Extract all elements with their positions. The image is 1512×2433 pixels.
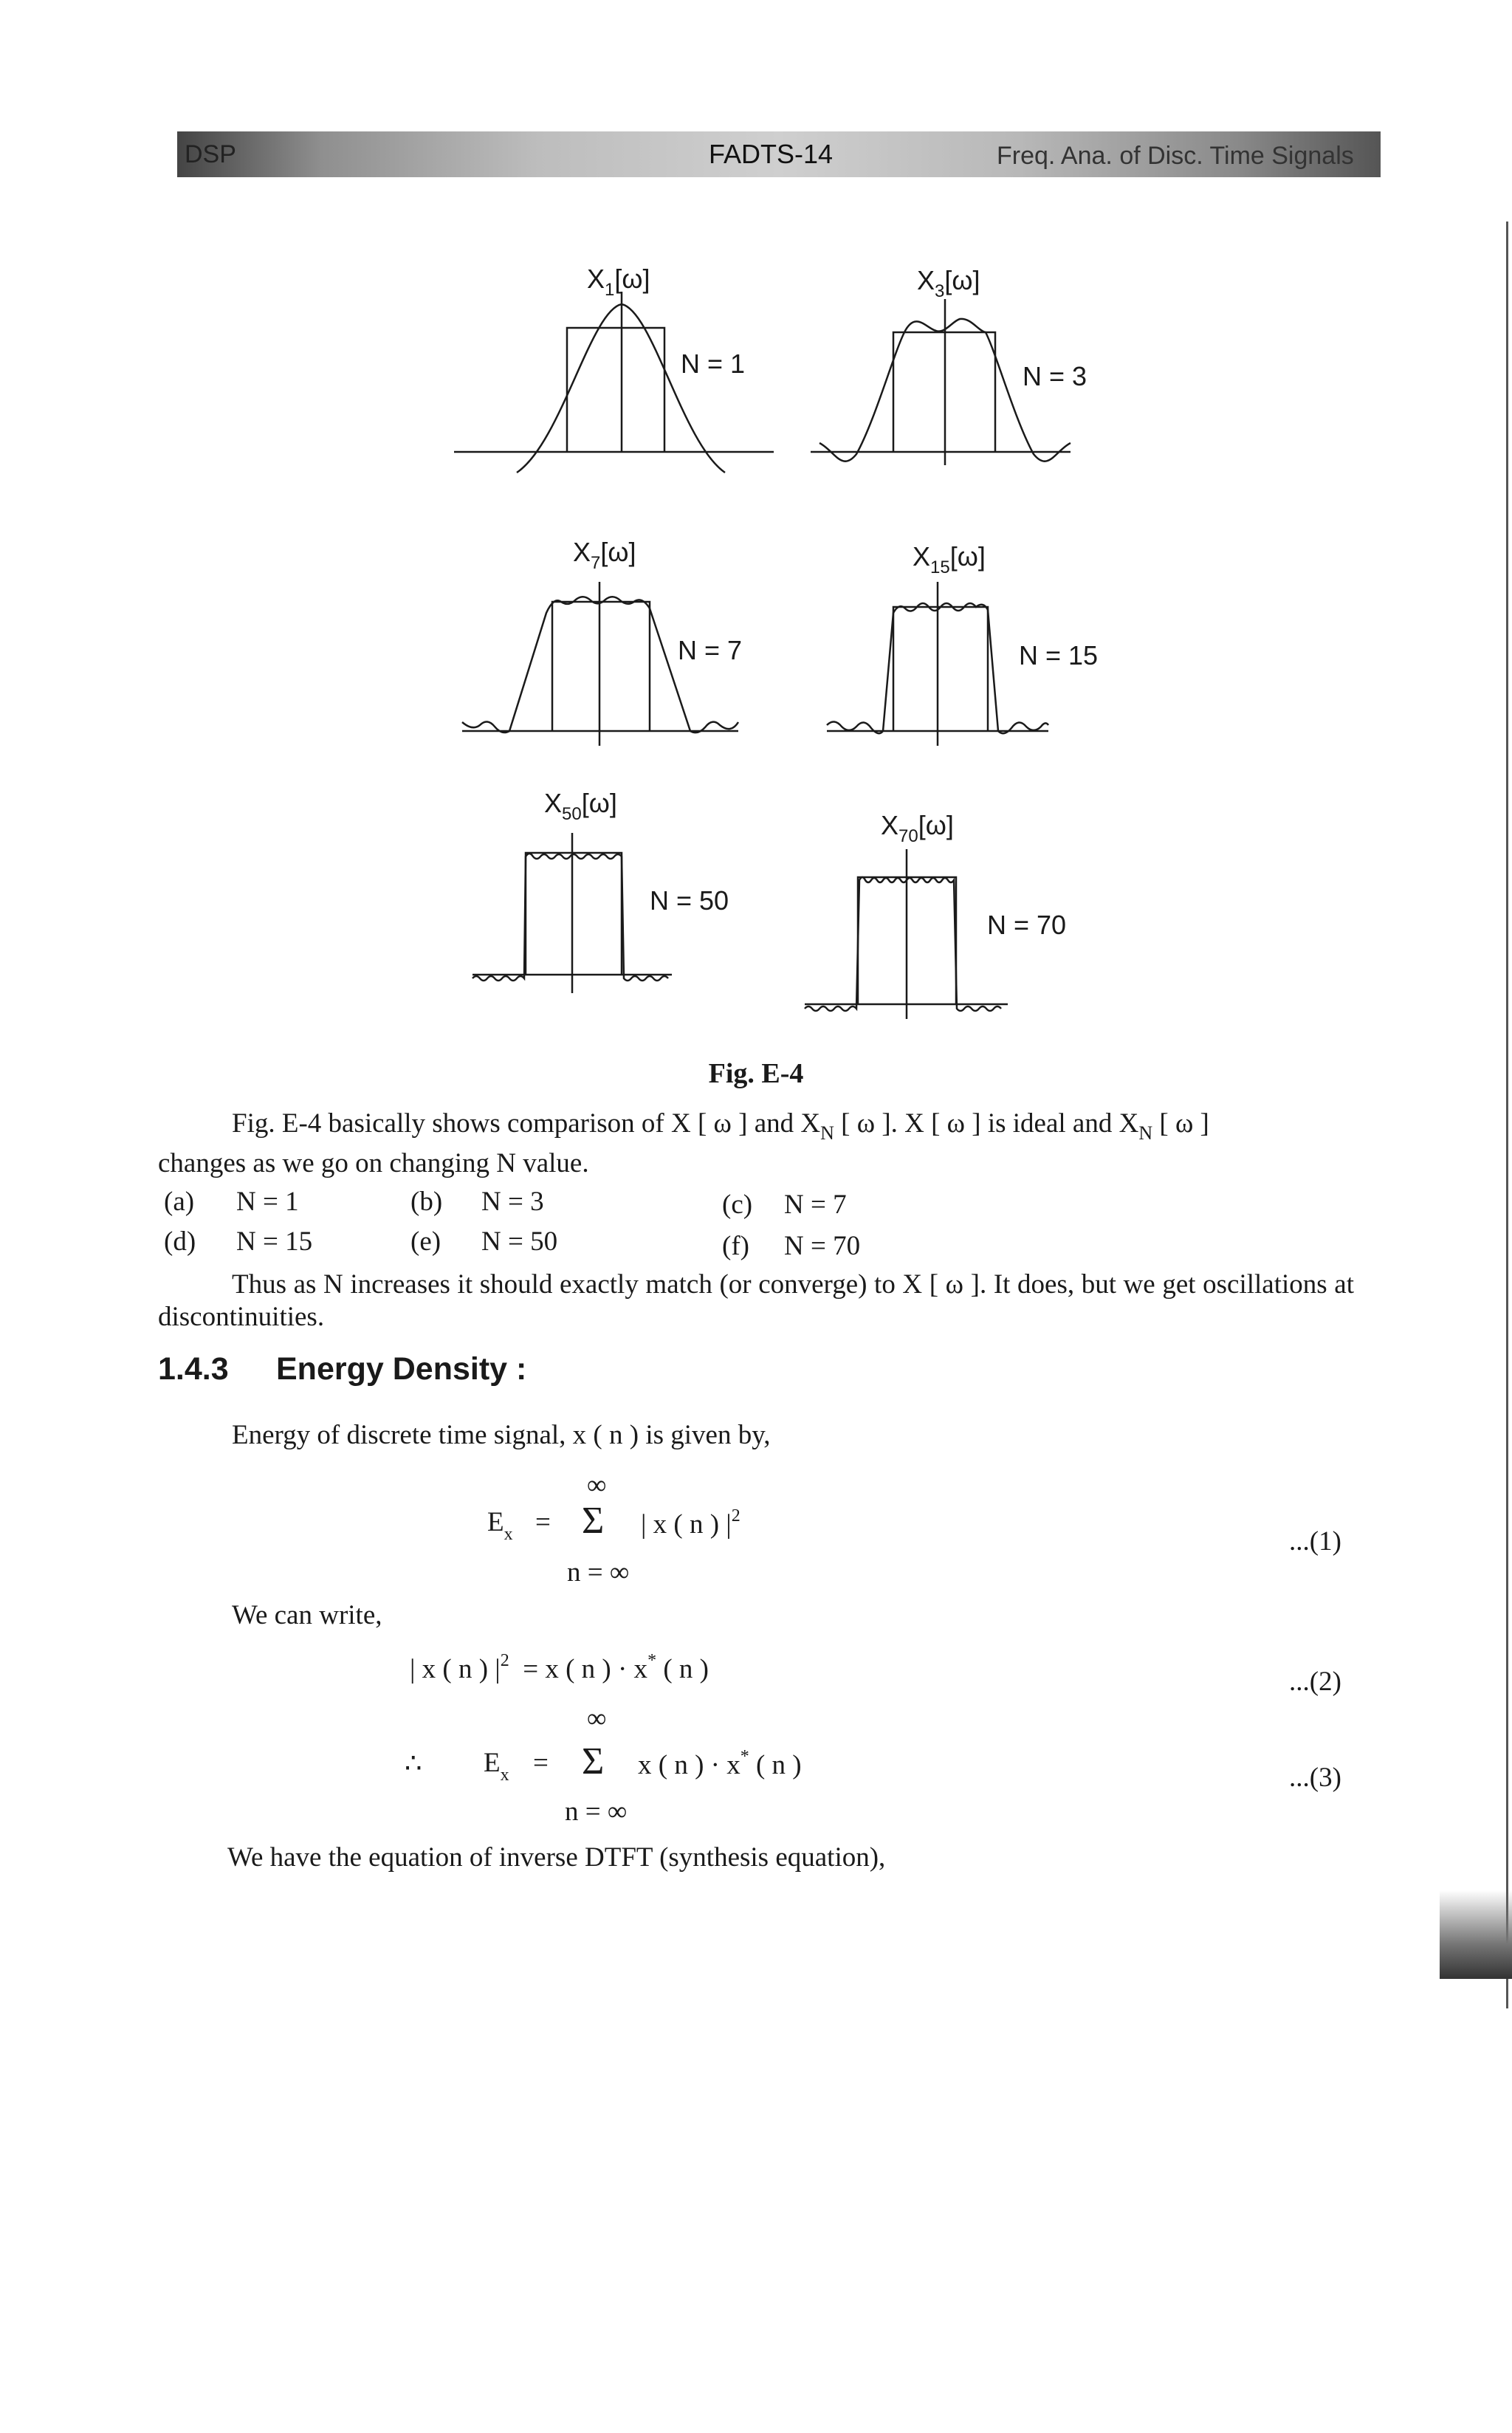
- plot-n-label-70: N = 70: [987, 910, 1067, 940]
- plot-label-x1: $X_1[\omega]$: [587, 264, 650, 300]
- plot-n50: [472, 833, 672, 993]
- section-title: Energy Density :: [276, 1351, 527, 1387]
- eq1-sum-upper: ∞: [587, 1470, 607, 1500]
- eq1-equals: =: [535, 1507, 551, 1537]
- eq1-sum-lower: n = ∞: [567, 1557, 630, 1588]
- option-value-c: N = 7: [784, 1190, 847, 1220]
- option-label-a: (a): [164, 1187, 195, 1217]
- plot-n70: [805, 849, 1008, 1019]
- option-label-e: (e): [410, 1226, 441, 1257]
- plot-n-label-7: N = 7: [678, 635, 743, 665]
- option-value-b: N = 3: [481, 1187, 544, 1217]
- plot-n1: [454, 292, 774, 473]
- plot-n-label-15: N = 15: [1019, 640, 1099, 670]
- eq3-equals: =: [533, 1748, 549, 1778]
- option-label-f: (f): [722, 1231, 749, 1261]
- energy-intro: Energy of discrete time signal, x ( n ) is given by,: [232, 1420, 771, 1450]
- option-label-d: (d): [164, 1226, 196, 1257]
- plot-label-x70: $X_{70}[\omega]$: [881, 810, 954, 846]
- eq1-lhs: $E_x$: [487, 1507, 513, 1544]
- closing-text: We have the equation of inverse DTFT (synthesis equation),: [227, 1842, 886, 1873]
- option-label-c: (c): [722, 1190, 753, 1220]
- plot-label-x15: $X_{15}[\omega]$: [913, 541, 986, 577]
- eq3-number: ...(3): [1289, 1763, 1341, 1793]
- eq3-lhs: $E_x$: [484, 1748, 509, 1785]
- header-left-text: DSP: [185, 140, 236, 168]
- header-right-text: Freq. Ana. of Disc. Time Signals: [997, 142, 1354, 170]
- option-value-d: N = 15: [236, 1226, 313, 1257]
- eq1-body: | x ( n ) $|^2$: [641, 1506, 740, 1540]
- plot-label-x3: $X_3[\omega]$: [917, 265, 980, 301]
- plot-n-label-3: N = 3: [1023, 361, 1087, 391]
- we-can-write: We can write,: [232, 1600, 382, 1630]
- plot-n15: [827, 582, 1048, 746]
- eq1-number: ...(1): [1289, 1526, 1341, 1557]
- plot-n-label-1: N = 1: [681, 349, 746, 379]
- eq3-sigma: Σ: [582, 1740, 605, 1782]
- eq2-number: ...(2): [1289, 1667, 1341, 1697]
- paragraph-comparison-line2: changes as we go on changing N value.: [158, 1148, 589, 1178]
- paragraph-comparison: Fig. E-4 basically shows comparison of X [ ω ] and $X_N$ [ ω ]. X [ ω ] is ideal and $X_N$ [ ω ]: [232, 1108, 1209, 1144]
- header-title: FADTS-14: [709, 139, 834, 169]
- option-value-a: N = 1: [236, 1187, 299, 1217]
- figure-e4: [0, 0, 1512, 1049]
- option-label-b: (b): [410, 1187, 443, 1217]
- eq3-body: x ( n ) · x* ( n ): [638, 1747, 802, 1780]
- option-value-f: N = 70: [784, 1231, 861, 1261]
- plot-n-label-50: N = 50: [650, 885, 729, 916]
- eq3-therefore: ∴: [405, 1749, 422, 1779]
- eq1-sigma: Σ: [582, 1500, 605, 1542]
- plot-label-x7: $X_7[\omega]$: [573, 537, 636, 573]
- paragraph-convergence: Thus as N increases it should exactly match (or converge) to X [ ω ]. It does, but we get oscillations at discontinuities.: [158, 1269, 1354, 1332]
- section-number: 1.4.3: [158, 1351, 229, 1387]
- plot-label-x50: $X_{50}[\omega]$: [544, 788, 617, 824]
- page-edge-shadow: [1440, 1890, 1512, 1979]
- option-value-e: N = 50: [481, 1226, 558, 1257]
- eq2: | x ( n ) $|^2 = x$ ( n ) · x* ( n ): [410, 1651, 709, 1684]
- figure-caption: Fig. E-4: [708, 1058, 804, 1089]
- eq3-sum-upper: ∞: [587, 1703, 607, 1734]
- eq3-sum-lower: n = ∞: [565, 1797, 628, 1827]
- section-heading: [158, 1351, 526, 1387]
